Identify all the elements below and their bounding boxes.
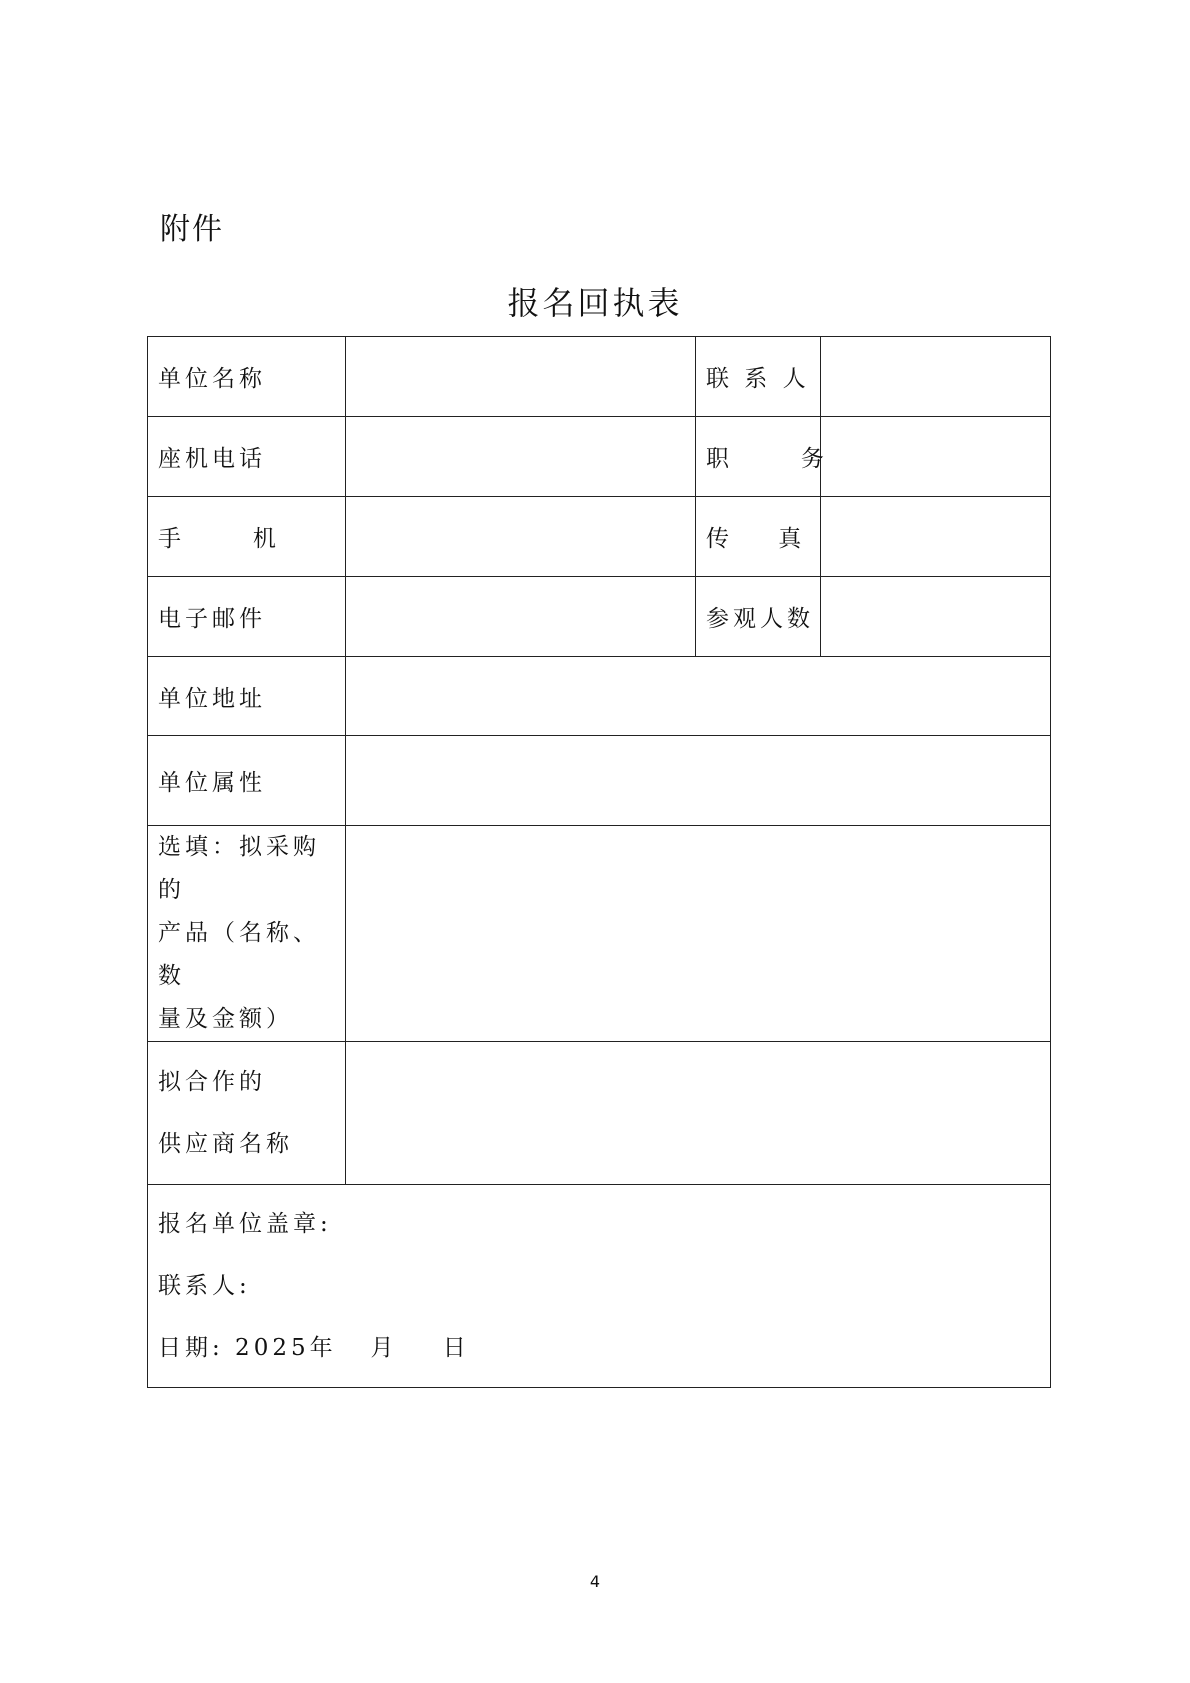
form-title: 报名回执表	[507, 284, 683, 322]
table-row	[148, 826, 1051, 1042]
purchase-label-line2: 产品（名称、数	[158, 920, 320, 989]
label-fax: 传 真	[696, 497, 821, 577]
page-number: 4	[589, 1572, 601, 1591]
label-email: 电子邮件	[148, 577, 346, 657]
footer-contact-label: 联系人:	[158, 1273, 251, 1299]
registration-form-table	[147, 336, 1051, 1388]
company-name-field[interactable]	[346, 337, 696, 417]
table-row	[148, 1185, 1051, 1388]
signature-section[interactable]	[148, 1185, 1051, 1388]
table-row	[148, 657, 1051, 736]
landline-field[interactable]	[346, 417, 696, 497]
mobile-field[interactable]	[346, 497, 696, 577]
label-mobile: 手 机	[148, 497, 346, 577]
label-supplier	[148, 1042, 346, 1185]
table-row	[148, 337, 1051, 417]
table-row	[148, 577, 1051, 657]
fax-field[interactable]	[821, 497, 1051, 577]
supplier-label-line1: 拟合作的	[158, 1069, 266, 1095]
position-field[interactable]	[821, 417, 1051, 497]
date-label: 日期: 2025年 月 日	[158, 1335, 470, 1361]
label-landline: 座机电话	[148, 417, 346, 497]
label-position: 职 务	[696, 417, 821, 497]
table-row	[148, 497, 1051, 577]
company-type-field[interactable]	[346, 736, 1051, 826]
supplier-field[interactable]	[346, 1042, 1051, 1185]
email-field[interactable]	[346, 577, 696, 657]
table-row	[148, 417, 1051, 497]
purchase-label-line1: 选填：拟采购的	[158, 834, 320, 903]
contact-person-field[interactable]	[821, 337, 1051, 417]
supplier-label-line2: 供应商名称	[158, 1131, 293, 1157]
label-purchase-products	[148, 826, 346, 1042]
label-visitors: 参观人数	[696, 577, 821, 657]
table-row	[148, 1042, 1051, 1185]
label-company-type: 单位属性	[148, 736, 346, 826]
purchase-label-line3: 量及金额）	[158, 1006, 293, 1032]
purchase-products-field[interactable]	[346, 826, 1051, 1042]
visitors-field[interactable]	[821, 577, 1051, 657]
seal-label: 报名单位盖章:	[158, 1211, 332, 1237]
label-company-name: 单位名称	[148, 337, 346, 417]
label-contact-person: 联 系 人	[696, 337, 821, 417]
address-field[interactable]	[346, 657, 1051, 736]
attachment-label: 附件	[160, 212, 224, 247]
label-address: 单位地址	[148, 657, 346, 736]
table-row	[148, 736, 1051, 826]
